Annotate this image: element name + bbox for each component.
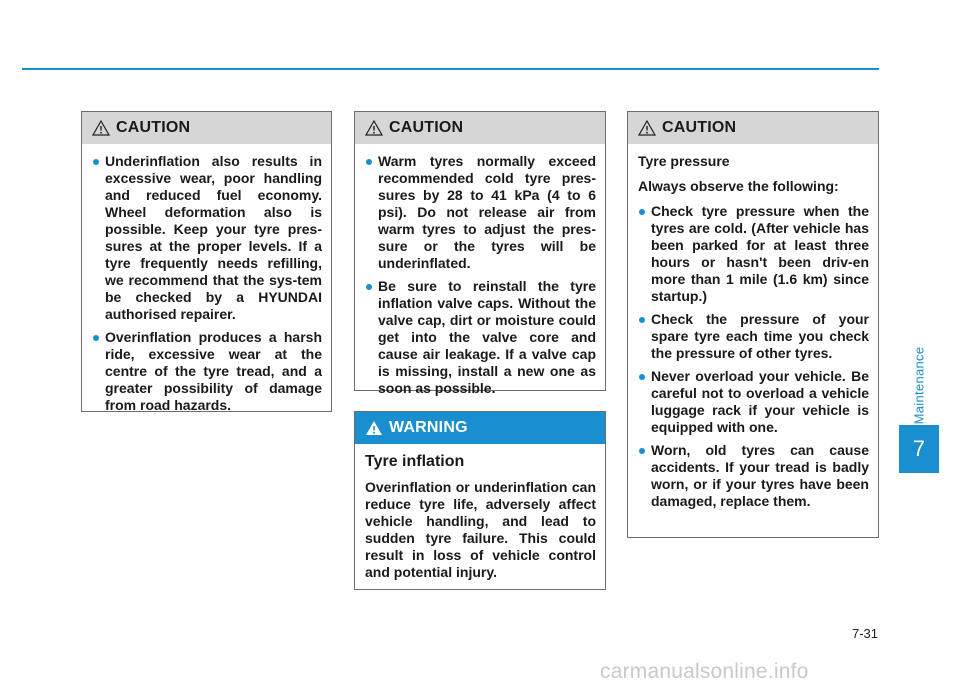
warning-triangle-icon xyxy=(365,120,383,136)
chapter-side-label xyxy=(902,330,936,440)
page-number: 7-31 xyxy=(851,626,878,641)
caution-list xyxy=(638,203,869,510)
caution-box-middle xyxy=(354,111,606,396)
header-rule xyxy=(22,68,879,70)
watermark: carmanualsonline.info xyxy=(600,660,809,683)
caution-list xyxy=(92,153,322,414)
caution-box-left xyxy=(81,111,332,412)
list-item: Warm tyres normally exceed recommended cold tyre pres-sures by 28 to 41 kPa (4 to 6 psi). Do not release air from warm tyres to adjust the pres-sure or the tyres will be underinflated. xyxy=(365,153,596,272)
list-item: Never overload your vehicle. Be careful not to overload a vehicle luggage rack if your vehicle is equipped with one. xyxy=(638,368,869,436)
caution-box-right xyxy=(627,111,879,538)
chapter-label: Maintenance xyxy=(911,346,927,424)
list-item: Worn, old tyres can cause accidents. If your tread is badly worn, or if your tyres have been damaged, replace them. xyxy=(638,442,869,510)
list-item: Overinflation produces a harsh ride, excessive wear at the centre of the tyre tread, and a greater possibility of damage from road hazards. xyxy=(92,329,322,414)
caution-header xyxy=(82,112,331,144)
warning-text: Overinflation or underinflation can reduce tyre life, adversely affect vehicle handling, and lead to sudden tyre failure. This could result in loss of vehicle control and potential injury. xyxy=(365,479,596,580)
list-item: Check tyre pressure when the tyres are cold. (After vehicle has been parked for at least three hours or hasn't been driv-en more than 1 mile (1.6 km) since startup.) xyxy=(638,203,869,305)
caution-list xyxy=(365,153,596,397)
caution-title: CAUTION xyxy=(662,119,737,136)
list-item: Be sure to reinstall the tyre inflation valve caps. Without the valve cap, dirt or moisture could get into the valve core and cause air leakage. If a valve cap is missing, install a new one as soon as possible. xyxy=(365,278,596,397)
chapter-number-tab: 7 xyxy=(899,425,939,473)
caution-title: CAUTION xyxy=(389,119,464,136)
warning-triangle-icon xyxy=(638,120,656,136)
caution-header xyxy=(355,112,605,144)
warning-header xyxy=(355,412,605,444)
warning-title: WARNING xyxy=(389,419,468,436)
caution-body xyxy=(82,144,331,428)
warning-triangle-filled-icon xyxy=(365,420,383,436)
caution-body xyxy=(355,144,605,411)
caution-title: CAUTION xyxy=(116,119,191,136)
caution-intro: Always observe the following: xyxy=(638,178,839,194)
caution-header xyxy=(628,112,878,144)
caution-heading: Tyre pressure xyxy=(638,153,730,169)
warning-box xyxy=(354,411,606,590)
list-item: Check the pressure of your spare tyre each time you check the pressure of other tyres. xyxy=(638,311,869,362)
warning-body xyxy=(355,444,605,596)
warning-subtitle: Tyre inflation xyxy=(365,453,465,470)
list-item: Underinflation also results in excessive wear, poor handling and reduced fuel economy. Wheel deformation also is possible. Keep your tyre pres-sures at the proper levels. If a tyre frequently needs refilling, we recommend that the sys-tem be checked by a HYUNDAI authorised repairer. xyxy=(92,153,322,323)
caution-body xyxy=(628,144,878,524)
warning-triangle-icon xyxy=(92,120,110,136)
